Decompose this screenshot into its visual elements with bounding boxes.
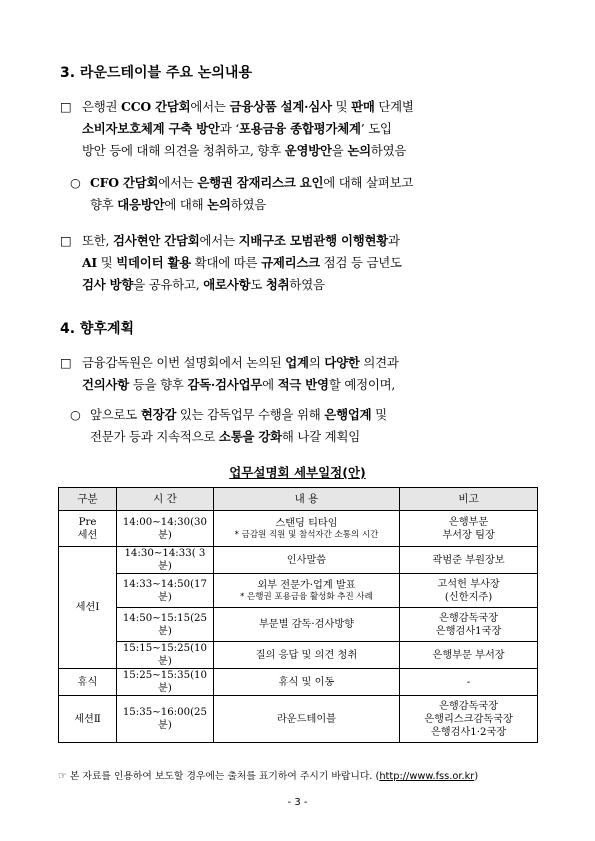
text-line: 앞으로도 현장감 있는 감독업무 수행을 위해 은행업계 및 xyxy=(90,407,387,422)
table-row xyxy=(59,642,538,669)
text-line: 건의사항 등을 향후 감독·검사업무에 적극 반영할 예정이며, xyxy=(82,377,396,392)
text-line: 향후 대응방안에 대해 논의하였음 xyxy=(90,197,267,212)
schedule-table xyxy=(58,487,538,743)
remark-cell: 곽범준 부원장보 xyxy=(400,547,538,574)
text-line: AI 및 빅데이터 활용 확대에 따른 규제리스크 점검 등 금년도 xyxy=(82,255,402,270)
table-row xyxy=(59,574,538,608)
section-4-heading: 4. 향후계획 xyxy=(60,321,135,337)
text-line: 또한, 검사현안 간담회에서는 지배구조 모범관행 이행현황과 xyxy=(82,233,400,248)
header-cell: 비고 xyxy=(400,488,538,511)
text-line: 은행권 CCO 간담회에서는 금융상품 설계·심사 및 판매 단계별 xyxy=(82,99,414,114)
content-cell: 라운드테이블 xyxy=(213,696,399,743)
section-cell: 세션Ⅰ xyxy=(59,547,117,669)
table-row xyxy=(59,669,538,696)
content-cell: 인사말씀 xyxy=(213,547,399,574)
time-cell: 15:35∼16:00(25분) xyxy=(117,696,214,743)
header-cell: 시 간 xyxy=(117,488,214,511)
circle-bullet-icon: ○ xyxy=(70,407,81,422)
section-cell: 세션Ⅱ xyxy=(59,696,117,743)
text-line: 전문가 등과 지속적으로 소통을 강화해 나갈 계획임 xyxy=(90,429,360,444)
remark-cell: 은행부문 부서장 팀장 xyxy=(400,511,538,547)
pointing-hand-icon: ☞ xyxy=(58,771,67,782)
time-cell: 14:50∼15:15(25분) xyxy=(117,608,214,642)
remark-cell: 은행부문 부서장 xyxy=(400,642,538,669)
section4-paragraph-1 xyxy=(60,352,540,396)
table-row xyxy=(59,608,538,642)
time-cell: 14:33∼14:50(17분) xyxy=(117,574,214,608)
text-line: 검사 방향을 공유하고, 애로사항도 청취하였음 xyxy=(82,277,325,292)
content-cell: 외부 전문가·업계 발표 * 은행권 포용금융 활성화 추진 사례 xyxy=(213,574,399,608)
section3-paragraph-2 xyxy=(70,172,540,216)
table-row xyxy=(59,547,538,574)
page-number: - 3 - xyxy=(287,797,308,808)
section3-paragraph-1 xyxy=(60,96,540,162)
header-cell: 구분 xyxy=(59,488,117,511)
table-row xyxy=(59,696,538,743)
content-cell: 질의 응답 및 의견 청취 xyxy=(213,642,399,669)
remark-cell: 은행감독국장 은행검사1국장 xyxy=(400,608,538,642)
header-cell: 내 용 xyxy=(213,488,399,511)
section4-paragraph-2 xyxy=(70,404,540,448)
time-cell: 14:30∼14:33( 3분) xyxy=(117,547,214,574)
content-cell: 스탠딩 티타임 * 금감원 직원 및 참석자간 소통의 시간 xyxy=(213,511,399,547)
text-line: 소비자보호체계 구축 방안과 ‘포용금융 종합평가체계’ 도입 xyxy=(82,121,392,136)
text-line: 방안 등에 대해 의견을 청취하고, 향후 운영방안을 논의하였음 xyxy=(82,143,407,158)
fss-website-link[interactable]: http://www.fss.or.kr xyxy=(379,771,475,782)
square-bullet-icon: □ xyxy=(60,99,72,114)
square-bullet-icon: □ xyxy=(60,233,72,248)
text-line: 금융감독원은 이번 설명회에서 논의된 업계의 다양한 의견과 xyxy=(82,355,399,370)
time-cell: 15:25∼15:35(10분) xyxy=(117,669,214,696)
section-3-heading: 3. 라운드테이블 주요 논의내용 xyxy=(60,65,252,81)
circle-bullet-icon: ○ xyxy=(70,175,81,190)
square-bullet-icon: □ xyxy=(60,355,72,370)
text-line: CFO 간담회에서는 은행권 잠재리스크 요인에 대해 살펴보고 xyxy=(90,175,414,190)
citation-notice: ☞ 본 자료를 인용하여 보도할 경우에는 출처를 표기하여 주시기 바랍니다. (http://www.fss.or.kr) xyxy=(58,771,479,782)
time-cell: 15:15∼15:25(10분) xyxy=(117,642,214,669)
time-cell: 14:00∼14:30(30분) xyxy=(117,511,214,547)
remark-cell: 은행감독국장 은행리스크감독국장 은행검사1·2국장 xyxy=(400,696,538,743)
section-cell: 휴식 xyxy=(59,669,117,696)
content-cell: 부문별 감독·검사방향 xyxy=(213,608,399,642)
table-row xyxy=(59,511,538,547)
schedule-title: 업무설명회 세부일정(안) xyxy=(229,465,366,480)
section3-paragraph-3 xyxy=(60,230,540,296)
content-cell: 휴식 및 이동 xyxy=(213,669,399,696)
section-cell: Pre 세션 xyxy=(59,511,117,547)
remark-cell: 고석헌 부사장 (신한지주) xyxy=(400,574,538,608)
table-header-row xyxy=(59,488,538,511)
remark-cell: - xyxy=(400,669,538,696)
